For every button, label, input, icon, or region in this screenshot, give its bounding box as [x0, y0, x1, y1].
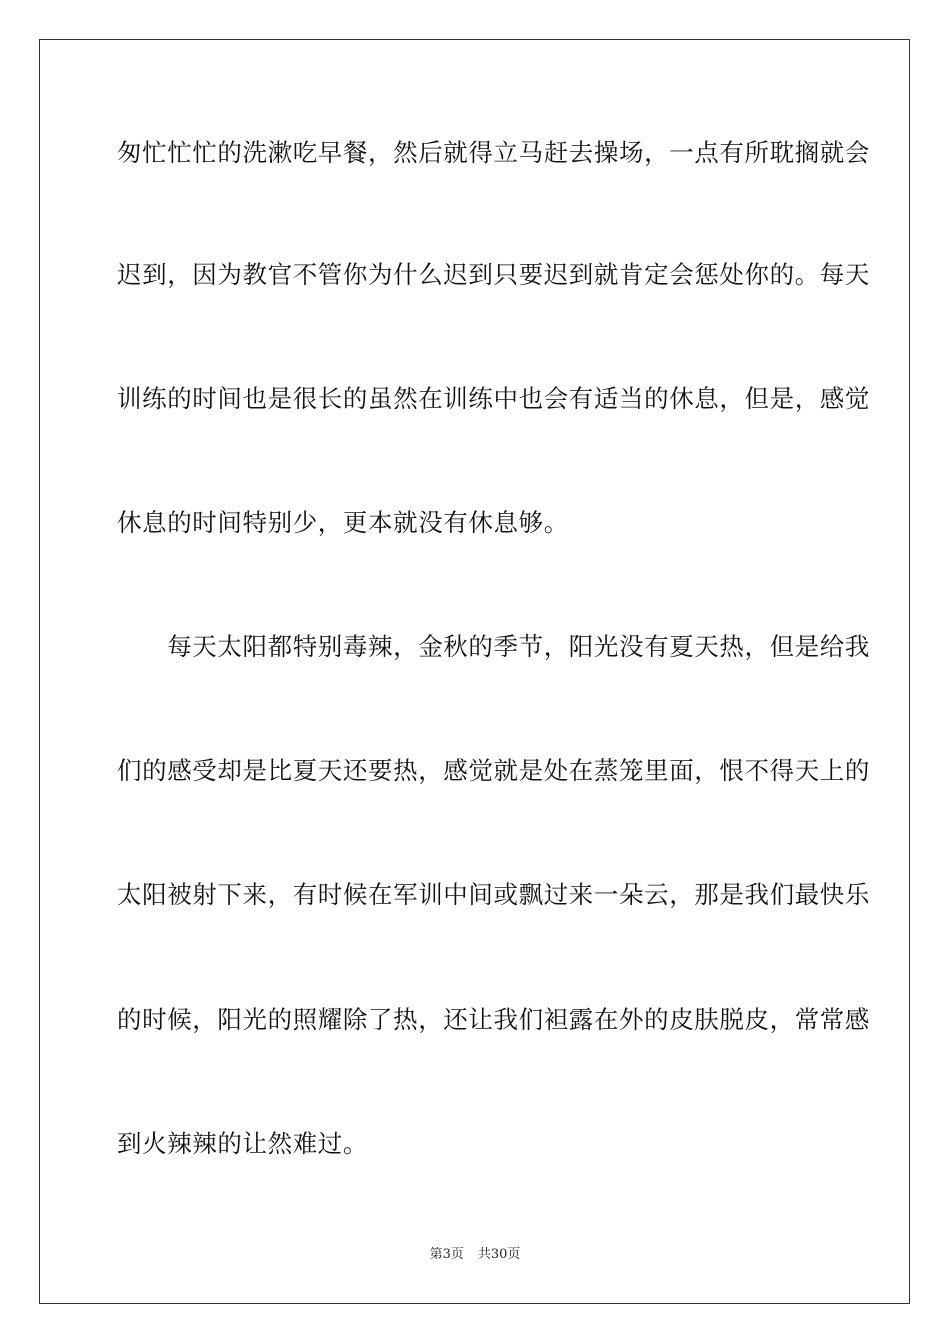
text-line: 们的感受却是比夏天还要热，感觉就是处在蒸笼里面，恨不得天上的	[117, 756, 870, 785]
page-number: 第3页	[429, 1247, 464, 1262]
text-line: 匆忙忙忙的洗漱吃早餐，然后就得立马赶去操场，一点有所耽搁就会	[117, 138, 870, 167]
page-total: 共30页	[477, 1247, 521, 1262]
text-line: 迟到，因为教官不管你为什么迟到只要迟到就肯定会惩处你的。每天	[117, 260, 870, 289]
text-line: 训练的时间也是很长的虽然在训练中也会有适当的休息，但是，感觉	[117, 384, 870, 413]
page-border	[39, 39, 910, 1304]
text-line: 到火辣辣的让然难过。	[117, 1129, 368, 1158]
text-line: 休息的时间特别少，更本就没有休息够。	[117, 508, 569, 537]
text-line: 的时候，阳光的照耀除了热，还让我们袒露在外的皮肤脱皮，常常感	[117, 1005, 870, 1034]
text-line: 太阳被射下来，有时候在军训中间或飘过来一朵云，那是我们最快乐	[117, 880, 870, 909]
page-footer	[0, 1247, 950, 1263]
paragraph-first-line: 每天太阳都特别毒辣，金秋的季节，阳光没有夏天热，但是给我	[117, 632, 870, 661]
